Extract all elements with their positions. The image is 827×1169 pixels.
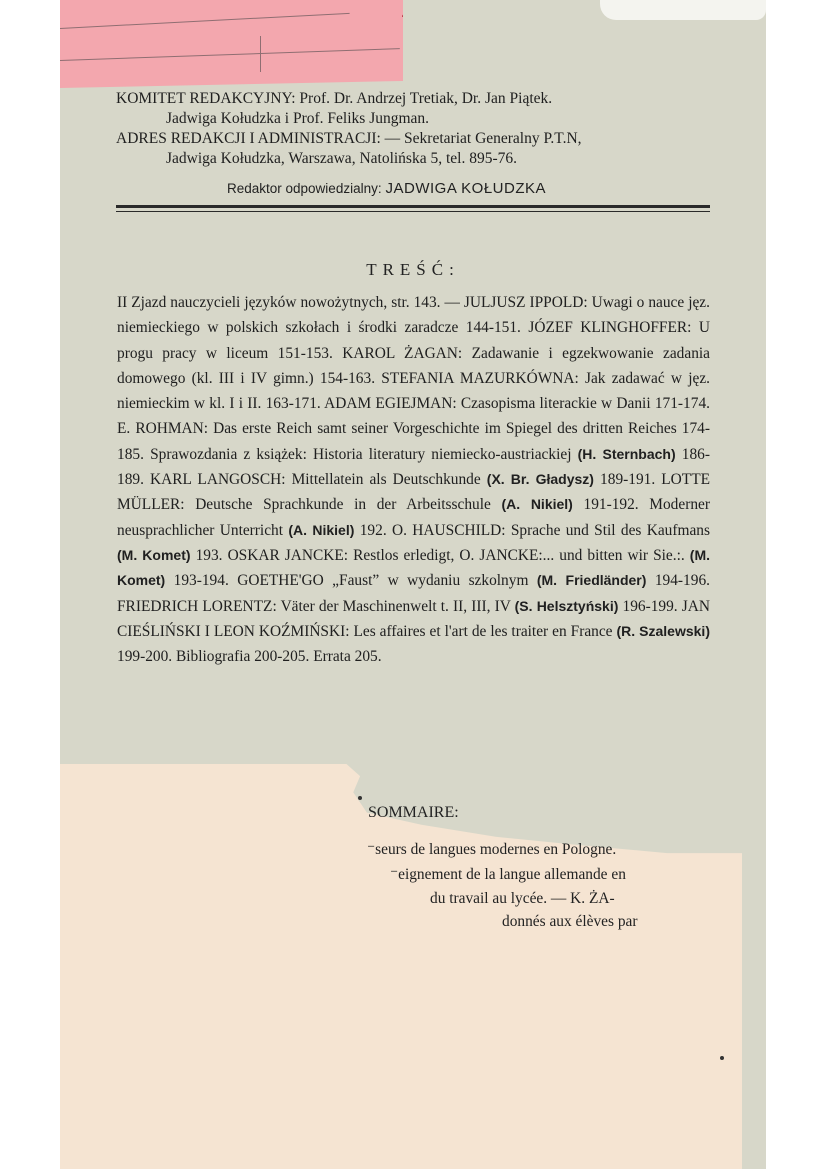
contents-segment: 196-199. JAN CIEŚLIŃSKI I LEON KOŹMIŃSKI: Les affaires et l'art de les traiter en France — [117, 597, 710, 640]
contents-segment: 199-200. Bibliografia 200-205. Errata 205. — [117, 648, 382, 666]
paper-corner — [600, 0, 766, 20]
contents-heading: TREŚĆ: — [366, 260, 460, 279]
contents-text — [117, 290, 710, 669]
page-margin-right — [766, 0, 827, 1169]
editorial-address-cont: Jadwiga Kołudzka, Warszawa, Natolińska 5, tel. 895-76. — [166, 150, 517, 167]
reviewer-name: (M. Friedländer) — [536, 572, 647, 589]
double-rule-thin — [116, 211, 710, 212]
editor-name: JADWIGA KOŁUDZKA — [385, 180, 547, 197]
reviewer-name: (R. Szalewski) — [616, 622, 710, 639]
contents-segment: 189-191. LOTTE MÜLLER: Deutsche Sprachkunde in der Arbeitsschule — [117, 471, 711, 514]
label-divider — [260, 36, 261, 72]
contents-segment: 193-194. GOETHE'GO „Faust” w wydaniu szkolnym — [165, 572, 537, 590]
sommaire-line: donnés aux élèves par — [502, 913, 638, 930]
ink-speck — [358, 796, 362, 800]
ink-speck — [720, 1056, 724, 1060]
sommaire-line: ⁻eignement de la langue allemande en — [390, 866, 626, 883]
reviewer-name: (A. Nikiel) — [288, 521, 355, 538]
contents-segment: II Zjazd nauczycieli języków nowożytnych, str. 143. — JULJUSZ IPPOLD: Uwagi o nauce jęz. niemieckiego w polskich szkołach i środki zaradcze 144-151. JÓZEF KLINGHOFFER: U progu pracy w liceum 151-153. KAROL ŻAGAN: Zadawanie i egzekwowanie zadania domowego (kl. III i IV gimn.) 154-163. STEFANIA MAZURKÓWNA: Jak zadawać w jęz. niemieckim w kl. I i II. 163-171. ADAM EGIEJMAN: Czasopisma literackie w Danii 171-174. E. ROHMAN: Das erste Reich samt seiner Vorgeschichte im Spiegel des dritten Reiches 174-185. Sprawozdania z książek: Historia literatury niemiecko-austriackiej — [117, 294, 710, 463]
label-rule — [60, 48, 400, 61]
contents-segment: 192. O. HAUSCHILD: Sprache und Stil des Kaufmans — [354, 521, 710, 539]
editorial-committee: KOMITET REDAKCYJNY: Prof. Dr. Andrzej Tretiak, Dr. Jan Piątek. — [116, 90, 553, 107]
contents-segment: 191-192. Moderner neusprachlicher Unterricht — [117, 496, 710, 539]
double-rule-thick — [116, 205, 710, 208]
reviewer-name: (M. Komet) — [117, 546, 710, 589]
sommaire-line: ⁻seurs de langues modernes en Pologne. — [367, 841, 617, 858]
reviewer-name: (S. Helsztyński) — [514, 597, 619, 614]
responsible-editor — [227, 180, 546, 197]
contents-segment: 186-189. KARL LANGOSCH: Mittellatein als Deutschkunde — [117, 445, 710, 489]
reviewer-name: (A. Nikiel) — [501, 496, 573, 513]
contents-segment: 193. OSKAR JANCKE: Restlos erledigt, O. JANCKE:... und bitten wir Sie.:. — [190, 546, 690, 564]
editorial-address: ADRES REDAKCJI I ADMINISTRACJI: — Sekretariat Generalny P.T.N, — [116, 130, 582, 147]
sommaire-heading: SOMMAIRE: — [368, 804, 459, 821]
label-rule — [60, 13, 350, 29]
contents-segment: 194-196. FRIEDRICH LORENTZ: Väter der Maschinenwelt t. II, III, IV — [117, 572, 710, 615]
library-label — [60, 0, 403, 88]
reviewer-name: (M. Komet) — [117, 546, 191, 563]
editor-label: Redaktor odpowiedzialny: — [227, 181, 382, 196]
reviewer-name: (H. Sternbach) — [577, 445, 676, 462]
sommaire-line: du travail au lycée. — K. ŻA- — [430, 890, 615, 907]
reviewer-name: (X. Br. Gładysz) — [486, 471, 594, 488]
editorial-committee-cont: Jadwiga Kołudzka i Prof. Feliks Jungman. — [166, 110, 430, 127]
